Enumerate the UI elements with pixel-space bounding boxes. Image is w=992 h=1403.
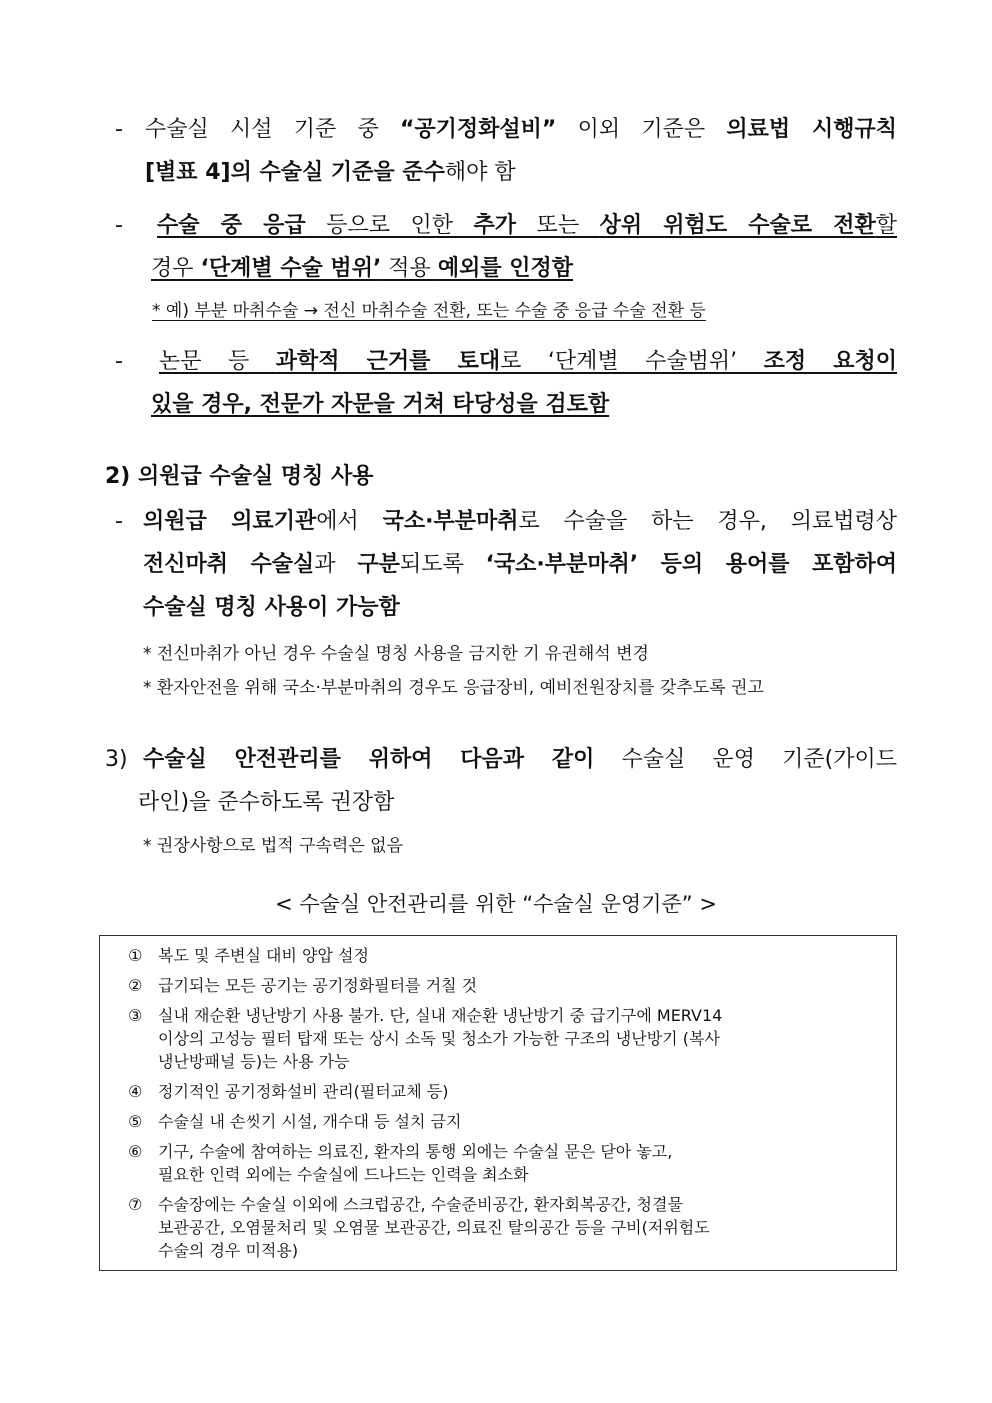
- box-item: ① 복도 및 주변실 대비 양압 설정: [128, 946, 369, 965]
- section-2-line-3: 수술실 명칭 사용이 가능함: [143, 595, 400, 620]
- bullet-marker: -: [115, 349, 123, 374]
- box-item: ⑥ 기구, 수술에 참여하는 의료진, 환자의 통행 외에는 수술실 문은 닫아 놓고, 필요한 인력 외에는 수술실에 드나드는 인력을 최소화: [128, 1142, 673, 1184]
- bullet-2-line-2: 경우 ‘단계별 수술 범위’ 적용 예외를 인정함: [151, 256, 573, 281]
- bullet-3-line-2: 있을 경우, 전문가 자문을 거쳐 타당성을 검토함: [151, 392, 610, 417]
- bullet-1: [115, 108, 897, 194]
- box-item: ⑤ 수술실 내 손씻기 시설, 개수대 등 설치 금지: [128, 1112, 462, 1131]
- standards-box: [99, 935, 897, 1271]
- section-3-number: 3): [105, 747, 128, 772]
- section-2-note-1: * 전신마취가 아닌 경우 수술실 명칭 사용을 금지한 기 유권해석 변경: [143, 644, 649, 664]
- section-2-line-1: - 의원급 의료기관에서 국소·부분마취로 수술을 하는 경우, 의료법령상: [115, 500, 897, 543]
- section-3-line-2: 라인)을 준수하도록 권장함: [138, 790, 395, 815]
- bullet-marker: -: [115, 117, 123, 142]
- section-3-body: [105, 738, 897, 824]
- box-title: < 수술실 안전관리를 위한 “수술실 운영기준” >: [275, 892, 717, 916]
- section-2-note-2: * 환자안전을 위해 국소·부분마취의 경우도 응급장비, 예비전원장치를 갖추도록 권고: [143, 678, 764, 698]
- box-item: ③ 실내 재순환 냉난방기 사용 불가. 단, 실내 재순환 냉난방기 중 급기구에 MERV14 이상의 고성능 필터 탑재 또는 상시 소독 및 청소가 가능한 구조의 냉난방기 (복사 냉난방패널 등)는 사용 가능: [128, 1006, 723, 1071]
- section-2-heading: 2) 의원급 수술실 명칭 사용: [105, 464, 374, 489]
- box-item: ② 급기되는 모든 공기는 공기정화필터를 거칠 것: [128, 976, 478, 995]
- bullet-2-line-1: - 수술 중 응급 등으로 인한 추가 또는 상위 위험도 수술로 전환할: [115, 204, 897, 247]
- bullet-1-line-2: [별표 4]의 수술실 기준을 준수해야 함: [145, 160, 516, 185]
- section-3-note: * 권장사항으로 법적 구속력은 없음: [143, 836, 404, 856]
- bullet-1-line-1: - 수술실 시설 기준 중 “공기정화설비” 이외 기준은 의료법 시행규칙: [115, 108, 897, 151]
- bullet-marker: -: [115, 509, 123, 534]
- section-3-line-1: 3) 수술실 안전관리를 위하여 다음과 같이 수술실 운영 기준(가이드: [105, 738, 897, 781]
- bullet-2: [115, 204, 897, 290]
- bullet-2-note: * 예) 부분 마취수술 → 전신 마취수술 전환, 또는 수술 중 응급 수술 전환 등: [152, 301, 706, 321]
- bullet-marker: -: [115, 213, 123, 238]
- box-item: ⑦ 수술장에는 수술실 이외에 스크럽공간, 수술준비공간, 환자회복공간, 청결물 보관공간, 오염물처리 및 오염물 보관공간, 의료진 탈의공간 등을 구비(저위험도 수술의 경우 미적용): [128, 1195, 710, 1260]
- bullet-3-line-1: - 논문 등 과학적 근거를 토대로 ‘단계별 수술범위’ 조정 요청이: [115, 340, 897, 383]
- section-2-body: [115, 500, 897, 629]
- box-item: ④ 정기적인 공기정화설비 관리(필터교체 등): [128, 1082, 449, 1101]
- section-2-line-2: 전신마취 수술실과 구분되도록 ‘국소·부분마취’ 등의 용어를 포함하여: [143, 552, 897, 577]
- bullet-3: [115, 340, 897, 426]
